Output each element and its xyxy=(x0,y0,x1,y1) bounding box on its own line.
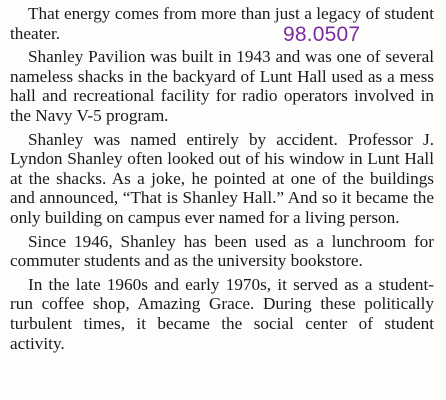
catalog-number-stamp: 98.0507 xyxy=(283,23,361,46)
paragraph-3: Shanley was named entirely by accident. Professor J. Lyndon Shanley often looked out of his window in Lunt Hall at the shacks. As a joke, he pointed at one of the buildings and announced, “That is Shanley Hall.” And so it became the only building on campus ever named for a living person. xyxy=(10,129,434,227)
paragraph-2: Shanley Pavilion was built in 1943 and was one of several nameless shacks in the backyard of Lunt Hall used as a mess hall and recreational facility for radio operators involved in the Navy V-5 program. xyxy=(10,47,434,125)
paragraph-5: In the late 1960s and early 1970s, it served as a student-run coffee shop, Amazing Grace. During these politically turbulent times, it became the social center of student activity. xyxy=(10,274,434,353)
paragraph-1: That energy comes from more than just a legacy of student theater. xyxy=(10,4,434,43)
paragraph-4: Since 1946, Shanley has been used as a lunchroom for commuter students and as the university bookstore. xyxy=(10,231,434,271)
article-text xyxy=(10,4,434,353)
